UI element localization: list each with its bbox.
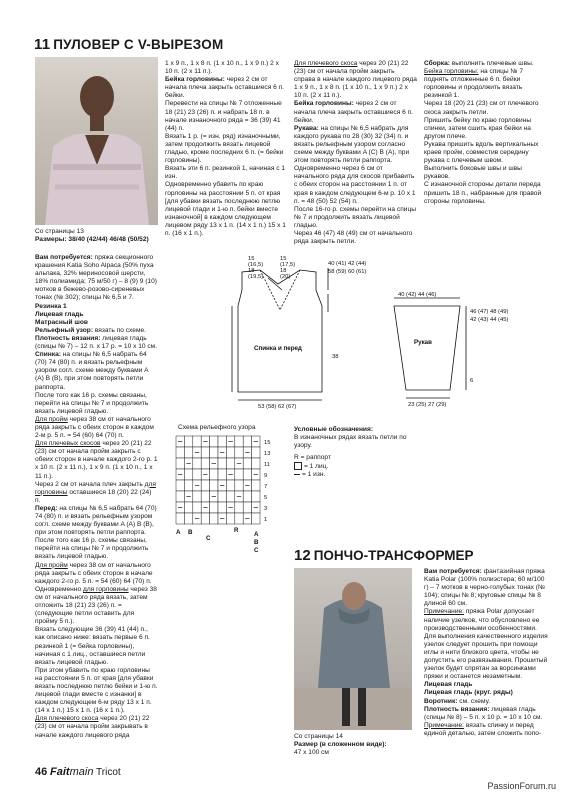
- scheme-title: Схема рельефного узора: [178, 424, 256, 431]
- brand-name-2: main: [69, 766, 94, 778]
- scheme-row-15: 15: [264, 440, 271, 446]
- section2-title-text: ПОНЧО-ТРАНСФОРМЕР: [313, 548, 474, 563]
- scheme-cell: [176, 458, 184, 469]
- col3-paragraph: Бейка горловины: через 2 см от начала плеча закрыть оставшиеся 6 п. бейки.: [294, 100, 414, 124]
- brand-name: Fait: [50, 766, 70, 778]
- col1-paragraph: Для плечевых скосов через 20 (21) 22 (23) см от начала пройм закрыть с обеих сторон в начале каждого 2-го р. 1 x 10 п. (2 x 11 п.), 1 x 9 п. (1 x 10 п., 1 x 11 п.).: [35, 440, 158, 480]
- scheme-cell: [235, 469, 243, 480]
- col5-paragraph: Лицевая гладь: [424, 681, 473, 689]
- label-shoulder-2: 58 (59) 60 (61): [328, 269, 367, 275]
- col3-paragraph: Для плечевого скоса через 20 (21) 22 (23) см от начала пройм закрыть справа в начале каждого лицевого ряда 1 x 9 п., 1 x 8 п. (1 x 10 п., 1 x 9 п.) 2 x 10 п. (2 x 11 п.).: [294, 60, 417, 100]
- photo2-caption: Со страницы 14: [294, 733, 343, 740]
- scheme-cell: [218, 436, 226, 447]
- col1-paragraph: Для плечевого скоса через 20 (21) 22 (23) см от начала пройм закрывать в начале каждого лицевого ряда: [35, 715, 150, 739]
- scheme-letter-c2: C: [254, 547, 259, 554]
- legend-purl-text: = 1 изн.: [302, 471, 326, 479]
- scheme-row-11: 11: [264, 462, 271, 468]
- photo2-size-value: 47 x 100 см: [294, 749, 329, 757]
- col2-paragraph: Вязать 1 р. (= изн. ряд) изнаночными, затем продолжить вязать лицевой гладью, кроме последних 6 п. (= бейки горловины).: [165, 132, 284, 165]
- sleeve-length-1: 46 (47) 48 (49): [470, 309, 509, 315]
- col4-paragraph: Бейка горловины: на спицы № 7 поднять отложенные 6 п. бейки горловины и продолжить вязать резинкой 1.: [424, 68, 524, 100]
- col5-paragraph: Примечание: вязать спинку и перед единой деталью, затем сложить попо-: [424, 721, 542, 737]
- col1-paragraph: Вам потребуется: пряжа секционного крашения Katia Soho Alpaca (50% пуха альпака, 32% мериносовой шерсти, 18% полиамида; 75 м/50 г) – 8 (9) 9 (10) мотков в бежево-розово-сиреневых тонах (№ 302); спицы № 6,5 и 7.: [35, 254, 157, 302]
- poncho-illustration: [294, 568, 412, 730]
- scheme-cell: [243, 436, 251, 447]
- section2-number: 12: [294, 547, 311, 564]
- legend-title: Условные обозначения:: [294, 426, 374, 433]
- sleeve-length-2: 42 (43) 44 (45): [470, 317, 509, 323]
- col4-paragraph: С изнаночной стороны детали переда пришить 18 п., набранные для правой стороны горловины.: [424, 181, 542, 205]
- section-title-text: ПУЛОВЕР С V-ВЫРЕЗОМ: [53, 37, 224, 52]
- scheme-cell: [210, 469, 218, 480]
- scheme-letter-a2: A: [254, 531, 259, 538]
- instructions-column-3: [294, 60, 417, 246]
- scheme-cell: [252, 480, 260, 491]
- scheme-cell: [201, 480, 209, 491]
- scheme-letter-b2: B: [254, 539, 259, 546]
- scheme-row-7: 7: [264, 484, 268, 490]
- scheme-cell: [210, 502, 218, 513]
- legend-knit: [294, 462, 414, 471]
- col5-paragraph: Воротник: см. схему.: [424, 697, 491, 705]
- col3-paragraph: Одновременно через 6 см от начального ряда для скосов прибавить с обеих сторон на расстоянии 1 п. от края в каждом следующем 6-м р. 10 x 1 п. = 48 (50) 52 (54) п.: [294, 165, 416, 205]
- scheme-cell: [193, 469, 201, 480]
- scheme-cell: [218, 491, 226, 502]
- photo2-size-label: Размер (в сложенном виде):: [294, 741, 387, 749]
- front-right-labels: [326, 254, 388, 284]
- instructions-column-2: [165, 60, 288, 238]
- brand-subtitle: Tricot: [96, 767, 121, 778]
- col2-paragraph: Перевести на спицы № 7 отложенные 18 (21) 23 (26) п. и набрать 18 п. в начале изнаночного ряда = 36 (39) 41 (44) п.: [165, 100, 282, 132]
- scheme-cell: [252, 491, 260, 502]
- col1-paragraph: Для пройм через 38 см от начального ряда закрыть с обеих сторон в начале каждого 2-го р. 5 п. = 54 (60) 64 (70) п.: [35, 561, 153, 585]
- scheme-letter-b: B: [188, 529, 193, 536]
- label-right-1: 15: [280, 256, 287, 262]
- col1-paragraph: Перед: на спицы № 6,5 набрать 64 (70) 74 (80) п. и вязать рельефным узором согл. схеме между буквами A (A) B (B), при этом повторять петли раппорта.: [35, 504, 157, 537]
- label-right-4: (20): [280, 274, 291, 280]
- scheme-cell: [235, 513, 243, 524]
- col2-paragraph: Одновременно убавить по краю горловины на расстоянии 5 п. от края [для убавки вязать последнюю петлю лицевой глади и 1-ю п. бейки вместе изнаночной] в каждом следующем лицевом ряду 13 x 1 п. (14 x 1 п.) 15 x 1 п. (16 x 1 п.).: [165, 181, 286, 237]
- label-left-2: (16,5): [248, 262, 264, 268]
- photo1-sizes: Размеры: 38/40 (42/44) 46/48 (50/52): [35, 236, 149, 244]
- legend-purl: [294, 471, 414, 479]
- label-right-3: 18: [280, 268, 287, 274]
- label-right-2: (17,5): [280, 262, 296, 268]
- col1-paragraph: Вязать следующие 36 (39) 41 (44) п., как описано ниже: вязать первые 6 п. резинкой 1 (= бейка горловины), начиная с 1 лиц., оставшиеся петли вязать лицевой гладью.: [35, 626, 150, 666]
- scheme-cell: [235, 447, 243, 458]
- scheme-cell: [210, 447, 218, 458]
- scheme-cell: [252, 458, 260, 469]
- scheme-cell: [201, 447, 209, 458]
- sleeve-side-label: 6: [470, 378, 474, 384]
- scheme-cell: [193, 436, 201, 447]
- scheme-cell: [201, 458, 209, 469]
- legend-rapport: R = раппорт: [294, 454, 331, 462]
- pullover-photo: [35, 57, 158, 225]
- col1-paragraph: После того как 16 р. схемы связаны, перейти на спицы № 7 и продолжить вязать лицевой гладью.: [35, 391, 149, 415]
- scheme-grid: [176, 436, 260, 524]
- scheme-cell: [201, 491, 209, 502]
- instructions-column-4: [424, 60, 548, 206]
- scheme-cell: [210, 480, 218, 491]
- col1-paragraph: Матрасный шов: [35, 318, 88, 326]
- scheme-cell: [193, 458, 201, 469]
- scheme-cell: [184, 447, 192, 458]
- section-title-11: [34, 36, 223, 53]
- scheme-cell: [176, 480, 184, 491]
- col1-paragraph: При этом убавить по краю горловины на расстоянии 5 п. от края [для убавки вязать последнюю петлю бейки и 1-ю п. лицевой глади вместе с изнанки] в каждом следующем 6-м ряду 13 x 1 п. (14 x 1 п.) 15 x 1 п. (16 x 1 п.).: [35, 666, 158, 715]
- scheme-letter-c: C: [206, 535, 211, 542]
- photo2-caption-block: [294, 733, 414, 757]
- page-footer: [35, 766, 121, 778]
- watermark: PassionForum.ru: [487, 781, 556, 791]
- scheme-cell: [243, 458, 251, 469]
- legend: [294, 426, 414, 479]
- scheme-row-9: 9: [264, 473, 268, 479]
- label-left-3: 18: [248, 268, 255, 274]
- col4-paragraph: Через 18 (20) 21 (23) см от плечевого скоса закрыть петли.: [424, 100, 539, 116]
- scheme-cell: [218, 502, 226, 513]
- scheme-cell: [193, 502, 201, 513]
- front-back-title: Спинка и перед: [254, 345, 302, 352]
- instructions-column-1: [35, 254, 158, 740]
- relief-pattern-scheme: [174, 432, 286, 556]
- scheme-cell: [176, 491, 184, 502]
- scheme-cell: [218, 469, 226, 480]
- col3-paragraph: Через 46 (47) 48 (49) см от начального ряда закрыть петли.: [294, 229, 413, 246]
- col4-paragraph: Рукава пришить вдоль вертикальных краев пройм, совместив середину рукава с плечевым швом.: [424, 140, 539, 165]
- section-title-12: [294, 547, 474, 564]
- sleeve-right-labels: [468, 306, 548, 328]
- col2-paragraph: 1 x 9 п., 1 x 8 п. (1 x 10 п., 1 x 9 п.) 2 x 10 п. (2 x 11 п.).: [165, 60, 279, 76]
- scheme-cell: [252, 447, 260, 458]
- bottom-width-label: 53 (58) 62 (67): [258, 404, 297, 410]
- scheme-cell: [226, 491, 234, 502]
- page-number: 46: [35, 766, 48, 778]
- scheme-cell: [235, 436, 243, 447]
- scheme-cell: [184, 513, 192, 524]
- scheme-row-3: 3: [264, 506, 268, 512]
- col1-paragraph: Резинка 1: [35, 302, 67, 310]
- scheme-cell: [218, 458, 226, 469]
- scheme-cell: [201, 513, 209, 524]
- label-shoulder-1: 40 (41) 42 (44): [328, 261, 367, 267]
- purl-symbol-icon: [294, 474, 300, 475]
- scheme-row-5: 5: [264, 495, 268, 501]
- col4-paragraph: Пришить бейку по краю горловины спинки, затем сшить края бейки на другом плече.: [424, 116, 532, 140]
- scheme-cell: [243, 502, 251, 513]
- scheme-cell: [243, 491, 251, 502]
- legend-note: В изнаночных рядах вязать петли по узору.: [294, 434, 407, 450]
- col1-paragraph: Рельефный узор: вязать по схеме.: [35, 326, 146, 334]
- col2-paragraph: Бейка горловины: через 2 см от начала плеча закрыть оставшиеся 6 п. бейки.: [165, 76, 285, 100]
- knit-symbol-icon: [294, 462, 302, 470]
- col5-paragraph: Вам потребуется: фантазийная пряжа Katia Polar (100% полиэстера; 60 м/100 г) – 7 мотков в черно-голубых тонах (№ 104); спицы № 8; круговые спицы № 8 длиной 60 см.: [424, 568, 546, 608]
- poncho-photo: [294, 568, 412, 730]
- scheme-letter-r: R: [234, 527, 239, 534]
- col2-paragraph: Вязать эти 6 п. резинкой 1, начиная с 1 изн.: [165, 165, 286, 181]
- scheme-row-1: 1: [264, 517, 268, 523]
- col5-paragraph: Примечание: пряжа Polar допускает наличие узелков, что обусловлено ее производственными особенностями. Для выполнения качественного изделия узелок следует прошить при помощи иглы и нити близкого цвета, чтобы не допустить его развязывания. Прошитый узелок будет спрятан за ворсинками пряжи и останется незаметным.: [424, 608, 548, 681]
- col1-paragraph: Плотность вязания: лицевая гладь (спицы № 7) – 12 п. x 17 р. = 10 x 10 см.: [35, 334, 158, 351]
- col3-paragraph: После 16-го р. схемы перейти на спицы № 7 и продолжить вязать лицевой гладью.: [294, 205, 416, 229]
- scheme-cell: [252, 513, 260, 524]
- scheme-cell: [193, 491, 201, 502]
- scheme-letter-a: A: [176, 529, 181, 536]
- label-left-4: (19,5): [248, 274, 264, 280]
- scheme-cell: [210, 513, 218, 524]
- scheme-cell: [210, 436, 218, 447]
- scheme-cell: [226, 513, 234, 524]
- photo1-caption: Со страницы 13: [35, 228, 84, 235]
- col5-paragraph: Лицевая гладь (круг. ряды): [424, 689, 513, 697]
- side-height-label: 38: [332, 354, 339, 360]
- scheme-cell: [235, 502, 243, 513]
- col1-paragraph: Лицевая гладь: [35, 310, 84, 318]
- scheme-cell: [226, 480, 234, 491]
- col1-paragraph: Через 2 см от начала плеч закрыть для горловины оставшиеся 18 (20) 22 (24) п.: [35, 480, 156, 504]
- scheme-cell: [184, 502, 192, 513]
- scheme-cell: [243, 469, 251, 480]
- col4-paragraph: Выполнить боковые швы и швы рукавов.: [424, 165, 522, 181]
- section-number: 11: [34, 36, 51, 53]
- scheme-cell: [184, 436, 192, 447]
- col1-paragraph: После того как 16 р. схемы связаны, перейти на спицы № 7 и продолжить вязать лицевой гладью.: [35, 537, 149, 561]
- sleeve-title: Рукав: [414, 339, 432, 346]
- col5-paragraph: Плотность вязания: лицевая гладь (спицы № 8) – 5 п. x 10 р. = 10 x 10 см.: [424, 705, 543, 721]
- sleeve-top-label: 40 (42) 44 (46): [398, 292, 437, 298]
- col1-paragraph: Для пройм через 38 см от начального ряда закрыть с обеих сторон в каждом 2-м р. 5 п. = 54 (60) 64 (70) п.: [35, 415, 154, 440]
- scheme-cell: [226, 447, 234, 458]
- legend-knit-text: = 1 лиц.: [304, 463, 329, 471]
- scheme-cell: [184, 480, 192, 491]
- label-left-1: 15: [248, 256, 255, 262]
- photo1-caption-block: [35, 228, 158, 244]
- scheme-cell: [176, 513, 184, 524]
- scheme-cell: [176, 447, 184, 458]
- col1-paragraph: Одновременно для горловины через 38 см от начального ряда вязать, затем отложить 18 (21) 23 (26) п. = (следующие петли оставить для пройму 5 п.).: [35, 585, 157, 626]
- col1-paragraph: Спинка: на спицы № 6,5 набрать 64 (70) 74 (80) п. и вязать рельефным узором согл. схеме между буквами A (A) B (B), при этом повторять петли раппорта.: [35, 351, 149, 391]
- scheme-cell: [235, 480, 243, 491]
- scheme-row-13: 13: [264, 451, 271, 457]
- scheme-cell: [184, 469, 192, 480]
- scheme-cell: [226, 458, 234, 469]
- pullover-illustration: [35, 57, 158, 225]
- col4-paragraph: Сборка: выполнить плечевые швы.: [424, 60, 534, 67]
- sleeve-bottom-label: 23 (25) 27 (29): [408, 402, 447, 408]
- col3-paragraph: Рукава: на спицы № 6,5 набрать для каждого рукава по 28 (30) 32 (34) п. и вязать рельефным узором согласно схеме между буквами A (C) B (A), при этом повторять петли раппорта.: [294, 124, 410, 165]
- instructions-column-5: [424, 568, 548, 738]
